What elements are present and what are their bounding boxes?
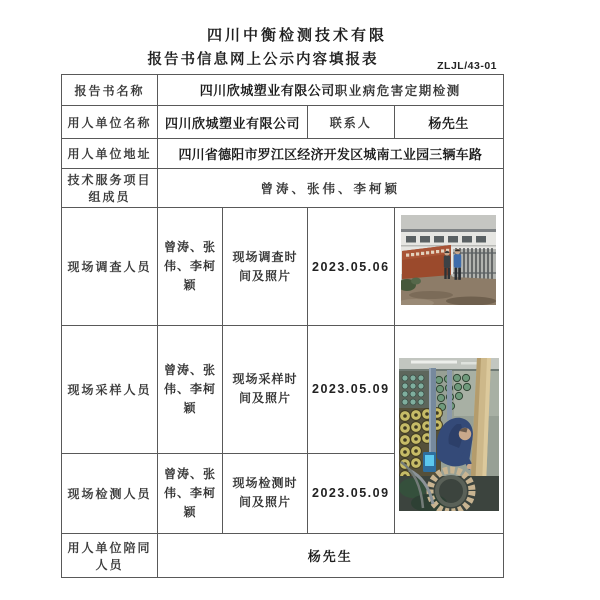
- factory-gate-photo: [401, 215, 496, 305]
- report-info-table: [61, 74, 504, 578]
- site-detection-time-label: 现场检测时间及照片: [223, 453, 308, 533]
- site-sampling-time-label: 现场采样时间及照片: [223, 326, 308, 454]
- escort-label: 用人单位陪同人员: [62, 534, 158, 578]
- workshop-interior-photo-graphic: [399, 358, 499, 511]
- report-name-company: 四川欣城塑业有限公司: [199, 83, 335, 98]
- row-employer-name: [62, 106, 504, 139]
- row-report-name: [62, 75, 504, 106]
- site-survey-photo-cell: [394, 208, 503, 326]
- document-header: [59, 26, 499, 73]
- site-survey-members: 曾涛、张伟、李柯颖: [158, 208, 223, 326]
- row-employer-address: [62, 139, 504, 169]
- project-team-label: 技术服务项目组成员: [62, 169, 158, 208]
- document-code: ZLJL/43-01: [437, 60, 497, 72]
- row-project-team: [62, 169, 504, 208]
- workshop-photo-cell: [394, 326, 503, 534]
- escort-value: 杨先生: [158, 534, 504, 578]
- site-survey-date: 2023.05.06: [308, 208, 395, 326]
- employer-name-value: 四川欣城塑业有限公司: [158, 106, 308, 139]
- site-sampling-label: 现场采样人员: [62, 326, 158, 454]
- company-title: 四川中衡检测技术有限: [206, 27, 387, 44]
- site-sampling-date: 2023.05.09: [308, 326, 395, 454]
- site-detection-members: 曾涛、张伟、李柯颖: [158, 453, 223, 533]
- form-title-row: [59, 49, 499, 73]
- form-title: 报告书信息网上公示内容填报表: [147, 52, 379, 68]
- contact-value: 杨先生: [394, 106, 503, 139]
- report-name-suffix: 职业病危害定期检测: [334, 84, 461, 98]
- employer-address-label: 用人单位地址: [62, 139, 158, 169]
- site-detection-date: 2023.05.09: [308, 453, 395, 533]
- row-site-sampling: [62, 326, 504, 454]
- blue-meter-device: [423, 452, 436, 472]
- row-site-survey: [62, 208, 504, 326]
- site-detection-label: 现场检测人员: [62, 453, 158, 533]
- site-survey-label: 现场调查人员: [62, 208, 158, 326]
- site-sampling-members: 曾涛、张伟、李柯颖: [158, 326, 223, 454]
- workshop-interior-photo: [399, 358, 499, 511]
- report-name-value: [158, 75, 504, 106]
- factory-gate-photo-graphic: [401, 215, 496, 305]
- employer-name-label: 用人单位名称: [62, 106, 158, 139]
- contact-label: 联系人: [308, 106, 395, 139]
- project-team-value: 曾涛、张伟、李柯颖: [158, 169, 504, 208]
- row-escort: [62, 534, 504, 578]
- site-survey-time-label: 现场调查时间及照片: [223, 208, 308, 326]
- report-name-label: 报告书名称: [62, 75, 158, 106]
- employer-address-value: 四川省德阳市罗江区经济开发区城南工业园三辆车路: [158, 139, 504, 169]
